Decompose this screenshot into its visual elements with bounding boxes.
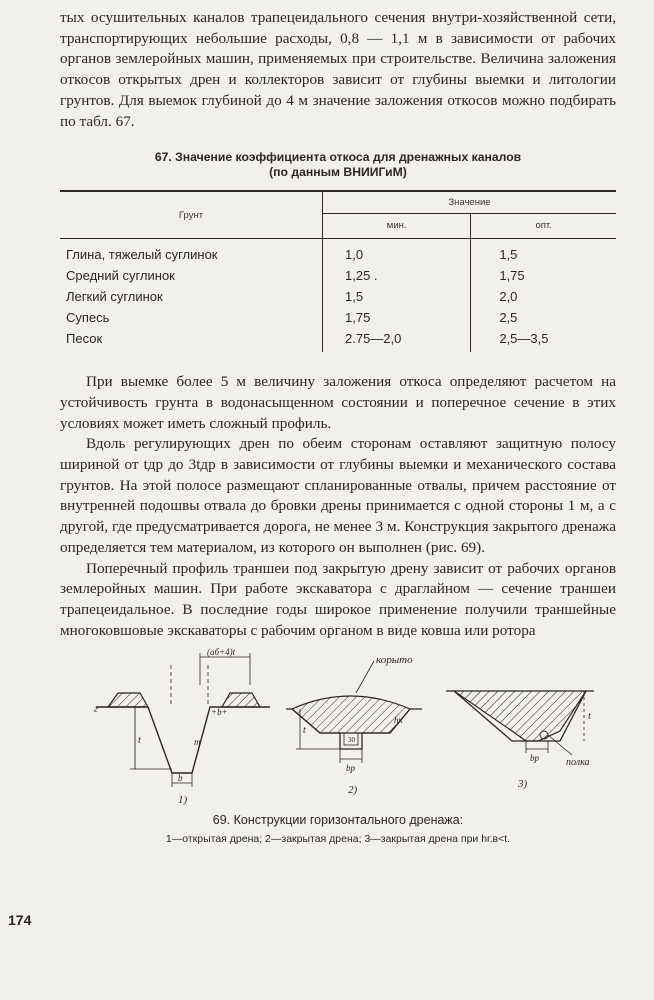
svg-text:+b+: +b+ [211, 707, 228, 718]
table-caption-line-1: 67. Значение коэффициента откоса для дренажных каналов [154, 150, 522, 165]
table-row [60, 307, 616, 328]
svg-text:t: t [138, 735, 141, 747]
cell-opt: 2,5 [471, 307, 616, 328]
drainage-figure [60, 645, 616, 805]
paragraph-1: тых осушительных каналов трапецеидального сечения внутри-хозяйственной сети, транспортирующих небольшие расходы, 0,8 — 1,1 м в зависимости от рабочих органов землеройных машин, применяемых при строительстве. Величина заложения откосов открытых дрен и коллекторов зависит от глубины выемки и литологии грунтов. Для выемок глубиной до 4 м значение заложения откосов можно подбирать по табл. 67. [60, 9, 616, 130]
svg-text:t: t [303, 725, 306, 737]
slope-coefficient-table [60, 190, 616, 352]
cell-opt: 1,5 [471, 239, 616, 266]
header-soil: Грунт [60, 191, 323, 239]
label-top: (aб+4)t [207, 647, 236, 658]
table-row [60, 239, 616, 266]
label-diagram-3: 3) [518, 778, 528, 791]
label-polka: полка [566, 757, 590, 769]
cell-opt: 2,5—3,5 [471, 328, 616, 352]
drainage-diagrams [60, 645, 616, 805]
paragraph-3: Вдоль регулирующих дрен по обеим сторонам оставляют защитную полосу шириной от tдр до 3tдр в зависимости от глубины выемки и механического состава грунтов. На этой полосе размещают спланированные отвалы, причем расстояние от внутренней подошвы отвала до бровки дрены принимается с одной стороны 1 м, а с другой, где предусматривается дорога, не менее 3 м. Конструкция закрытого дренажа определяется тем материалом, из которого он выполнен (рис. 69). [60, 435, 616, 556]
closed-drain-diagram [286, 654, 422, 796]
page-number: 174 [8, 912, 32, 928]
header-value: Значение [323, 191, 617, 213]
label-korito: корыто [376, 654, 413, 667]
cell-soil: Средний суглинок [66, 268, 175, 284]
svg-text:г: г [94, 704, 98, 716]
svg-text:b: b [178, 773, 183, 784]
figure-legend: 1—открытая дрена; 2—закрытая дрена; 3—закрытая дрена при hг.в<t. [165, 833, 511, 846]
cell-opt: 1,75 [471, 265, 616, 286]
table-caption-line-2: (по данным ВНИИГиМ) [269, 165, 407, 180]
cell-min: 1,25 . [323, 265, 471, 286]
svg-text:t: t [588, 711, 591, 723]
figure-caption: 69. Конструкции горизонтального дренажа: [212, 813, 464, 828]
cell-soil: Легкий суглинок [66, 289, 163, 305]
cell-min: 2.75—2,0 [323, 328, 471, 352]
label-diagram-1: 1) [178, 794, 188, 806]
paragraph-2: При выемке более 5 м величину заложения откоса определяют расчетом на устойчивость грунта в водонасыщенном состоянии и поперечное сечение в этих условиях может иметь сложный профиль. [60, 373, 616, 432]
cell-min: 1,75 [323, 307, 471, 328]
svg-text:30: 30 [348, 736, 355, 745]
label-diagram-2: 2) [348, 784, 358, 797]
cell-min: 1,0 [323, 239, 471, 266]
header-opt: опт. [471, 213, 616, 239]
table-row [60, 328, 616, 352]
svg-text:hк: hк [394, 715, 403, 726]
paragraph-4: Поперечный профиль траншеи под закрытую дрену зависит от рабочих органов землеройных машин. При работе экскаватора с драглайном — сечение траншеи трапецеидальное. В последние годы широкое применение получили траншейные многоковшовые экскаваторы с рабочим органом в виде ковша или ротора [60, 559, 616, 639]
cell-opt: 2,0 [471, 286, 616, 307]
page-content [60, 8, 616, 845]
cell-soil: Глина, тяжелый суглинок [66, 247, 218, 263]
svg-text:m: m [194, 737, 201, 748]
svg-text:bр: bр [530, 753, 539, 764]
cell-soil: Супесь [66, 310, 110, 326]
cell-min: 1,5 [323, 286, 471, 307]
header-min: мин. [323, 213, 471, 239]
table-caption [60, 150, 616, 180]
table-row [60, 286, 616, 307]
cell-soil: Песок [66, 331, 103, 347]
svg-text:bр: bр [346, 763, 355, 774]
open-drain-diagram [94, 647, 270, 805]
table-row [60, 265, 616, 286]
closed-drain-shelf-diagram [446, 691, 594, 790]
